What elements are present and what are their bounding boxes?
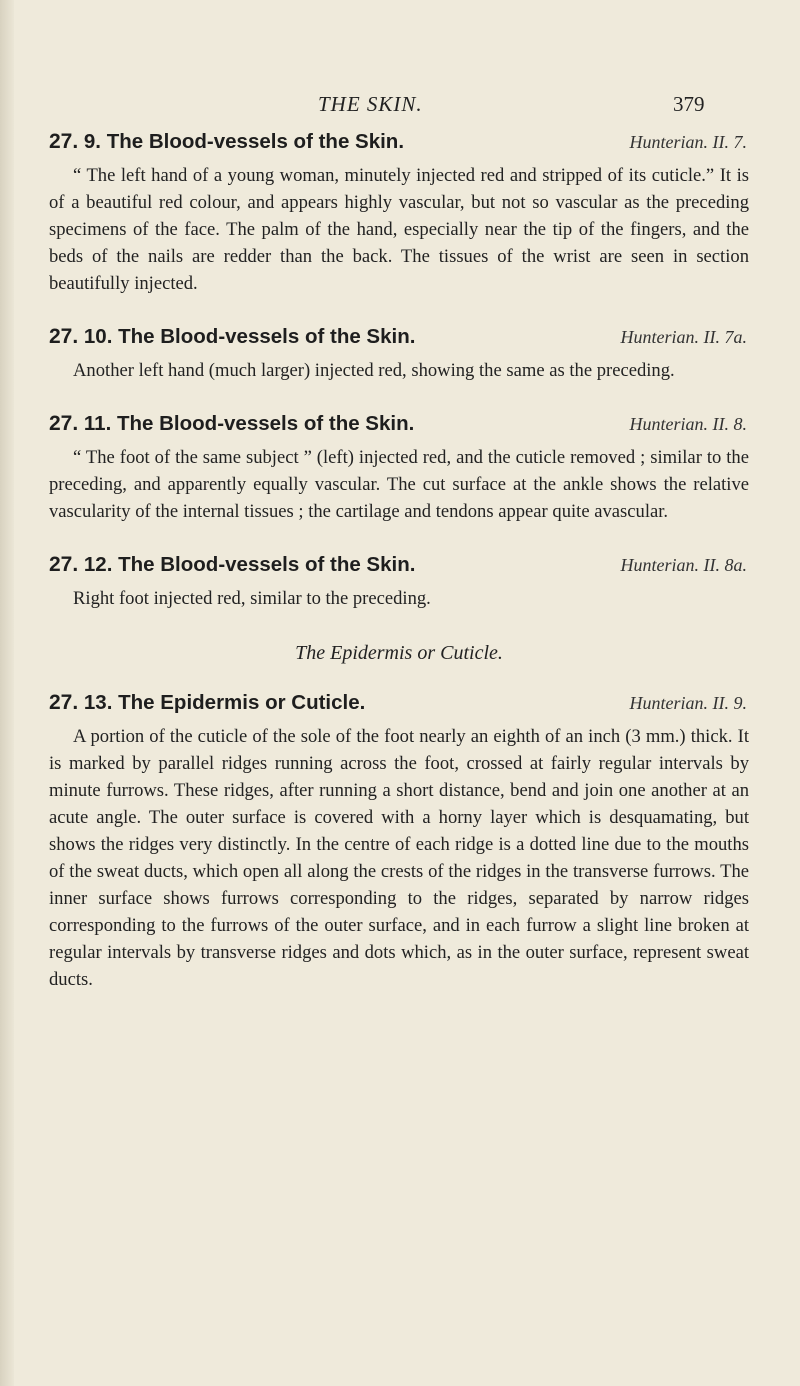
entry-body: “ The left hand of a young woman, minutely injected red and stripped of its cuticle.” It is of a beautiful red colour, and appears highly vascular, but not so vascular as the preceding specimens of the face. The palm of the hand, especially near the tip of the fingers, and the beds of the nails are redder than the back. The tissues of the wrist are seen in section beautifully injected. <box>49 165 749 294</box>
entry-heading <box>49 412 749 444</box>
entry-sub-number: 10. <box>83 325 113 348</box>
entry-reference: Hunterian. II. 7a. <box>620 327 747 347</box>
catalogue-entry-27-13 <box>49 691 749 993</box>
entry-number: 27. <box>49 130 79 153</box>
catalogue-entry-27-9 <box>49 130 749 297</box>
running-title: THE SKIN. <box>318 92 423 116</box>
catalogue-entry-27-10 <box>49 325 749 384</box>
entry-reference: Hunterian. II. 9. <box>629 693 747 713</box>
entry-reference: Hunterian. II. 7. <box>629 132 747 152</box>
entry-title <box>49 130 404 154</box>
entry-title-text: The Blood-vessels of the Skin. <box>106 130 405 153</box>
entry-number: 27. <box>49 412 79 435</box>
entry-heading <box>49 553 749 585</box>
entry-sub-number: 11. <box>83 412 112 435</box>
page-binding-edge <box>0 0 14 1386</box>
entry-heading <box>49 691 749 723</box>
entry-number: 27. <box>49 325 79 348</box>
catalogue-entry-27-11 <box>49 412 749 525</box>
entry-sub-number: 13. <box>83 691 113 714</box>
entry-body: Another left hand (much larger) injected red, showing the same as the preceding. <box>73 360 675 381</box>
entry-title-text: The Blood-vessels of the Skin. <box>118 325 416 348</box>
entry-body: Right foot injected red, similar to the preceding. <box>73 588 431 609</box>
entry-number: 27. <box>49 691 79 714</box>
entry-title <box>49 553 415 577</box>
entry-reference: Hunterian. II. 8. <box>629 414 747 434</box>
entry-reference: Hunterian. II. 8a. <box>620 555 747 575</box>
running-head <box>0 92 800 122</box>
entry-number: 27. <box>49 553 79 576</box>
section-heading: The Epidermis or Cuticle. <box>295 642 503 664</box>
page-number: 379 <box>673 92 705 116</box>
entry-title <box>49 325 415 349</box>
entry-sub-number: 9. <box>83 130 102 153</box>
entry-body: A portion of the cuticle of the sole of the foot nearly an eighth of an inch (3 mm.) thick. It is marked by parallel ridges running across the foot, crossed at fairly regular intervals by minute furrows. These ridges, after running a short distance, bend and join one another at an acute angle. The outer surface is covered with a horny layer which is desquamating, but shows the ridges very distinctly. In the centre of each ridge is a dotted line due to the mouths of the sweat ducts, which open all along the crests of the ridges in the transverse furrows. The inner surface shows furrows corresponding to the ridges, separated by narrow ridges corresponding to the furrows of the outer surface, and in each furrow a slight line broken at regular intervals by transverse ridges and dots which, as in the outer surface, represent sweat ducts. <box>49 726 749 990</box>
catalogue-entry-27-12 <box>49 553 749 612</box>
entry-title-text: The Blood-vessels of the Skin. <box>118 553 416 576</box>
page-content <box>49 130 749 1021</box>
entry-heading <box>49 325 749 357</box>
entry-title-text: The Blood-vessels of the Skin. <box>116 412 415 435</box>
entry-body: “ The foot of the same subject ” (left) injected red, and the cuticle removed ; similar to the preceding, and apparently equally vascular. The cut surface at the ankle shows the relative vascularity of the internal tissues ; the cartilage and tendons appear quite avascular. <box>49 447 749 522</box>
entry-title <box>49 691 365 715</box>
entry-title <box>49 412 414 436</box>
entry-sub-number: 12. <box>83 553 113 576</box>
entry-title-text: The Epidermis or Cuticle. <box>118 691 366 714</box>
entry-heading <box>49 130 749 162</box>
